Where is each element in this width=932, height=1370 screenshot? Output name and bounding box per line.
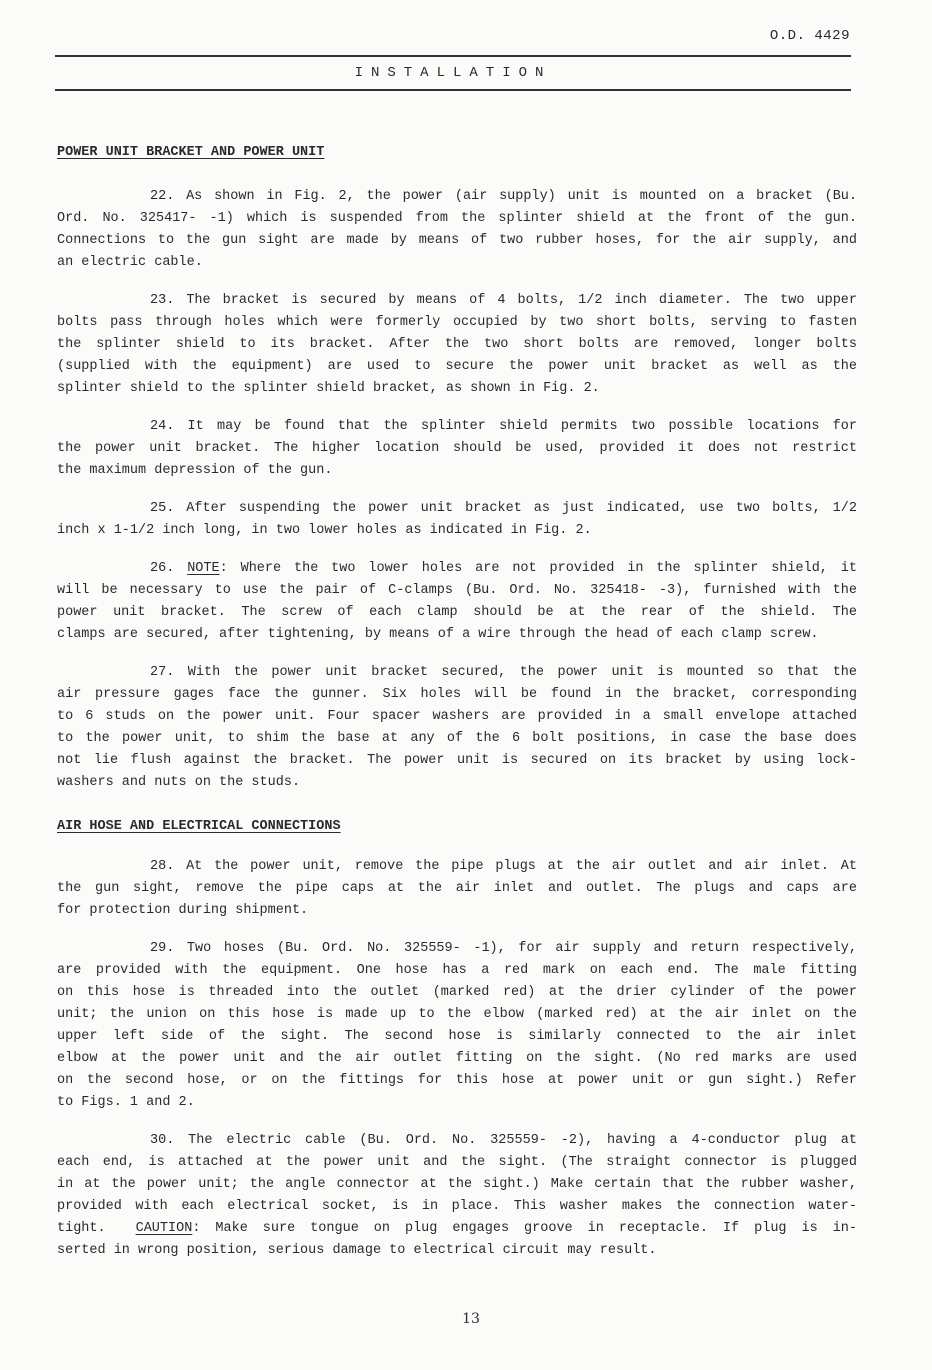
- caution-text: : Make sure tongue on plug engages groove in receptacle. If plug is in-: [192, 1221, 858, 1236]
- text-line: to Figs. 1 and 2.: [57, 1095, 195, 1110]
- text-line: [57, 1218, 857, 1240]
- text-line: provided with each electrical socket, is in place. This washer makes the connection water-: [57, 1199, 857, 1214]
- text-line: 24. It may be found that the splinter shield permits two possible locations for: [150, 419, 857, 434]
- paragraph-number: 26.: [150, 561, 175, 576]
- paragraph-28: [57, 856, 857, 922]
- text-line: to the power unit, to shim the base at any of the 6 bolt positions, in case the base does: [57, 731, 857, 746]
- text-line: serted in wrong position, serious damage to electrical circuit may result.: [57, 1243, 657, 1258]
- text-line: inch x 1-1/2 inch long, in two lower holes as indicated in Fig. 2.: [57, 523, 592, 538]
- paragraph-27: [57, 662, 857, 794]
- text-line: the power unit bracket. The higher location should be used, provided it does not restrict: [57, 441, 857, 456]
- text-line: power unit bracket. The screw of each clamp should be at the rear of the shield. The: [57, 605, 857, 620]
- text-line: on this hose is threaded into the outlet (marked red) at the drier cylinder of the power: [57, 985, 857, 1000]
- text-line: the maximum depression of the gun.: [57, 463, 333, 478]
- text-line: 27. With the power unit bracket secured, the power unit is mounted so that the: [150, 665, 857, 680]
- text-line: 28. At the power unit, remove the pipe plugs at the air outlet and air inlet. At: [150, 859, 857, 874]
- text-line: washers and nuts on the studs.: [57, 775, 301, 790]
- paragraph-24: [57, 416, 857, 482]
- text-line: clamps are secured, after tightening, by means of a wire through the head of each clamp screw.: [57, 627, 819, 642]
- text-line: 29. Two hoses (Bu. Ord. No. 325559- -1), for air supply and return respectively,: [150, 941, 857, 956]
- text-line: the gun sight, remove the pipe caps at the air inlet and outlet. The plugs and caps are: [57, 881, 857, 896]
- text-line: not lie flush against the bracket. The power unit is secured on its bracket by using lock-: [57, 753, 857, 768]
- section-title: INSTALLATION: [354, 65, 552, 81]
- caution-prefix: tight.: [57, 1221, 136, 1236]
- text-line: splinter shield to the splinter shield bracket, as shown in Fig. 2.: [57, 381, 600, 396]
- header-rule-top: [55, 55, 851, 57]
- paragraph-22: [57, 186, 857, 274]
- document-number: O.D. 4429: [769, 28, 850, 44]
- note-label: NOTE: [187, 561, 220, 576]
- text-line: to 6 studs on the power unit. Four spacer washers are provided in a small envelope attached: [57, 709, 857, 724]
- paragraph-30: [57, 1130, 857, 1262]
- section-heading: AIR HOSE AND ELECTRICAL CONNECTIONS: [57, 819, 341, 834]
- text-line: will be necessary to use the pair of C-clamps (Bu. Ord. No. 325418- -3), furnished with the: [57, 583, 857, 598]
- header-rule-bottom: [55, 89, 851, 91]
- text-line: an electric cable.: [57, 255, 203, 270]
- text-line: in at the power unit; the angle connector at the sight.) Make certain that the rubber washer,: [57, 1177, 857, 1192]
- section-heading: POWER UNIT BRACKET AND POWER UNIT: [57, 145, 325, 160]
- text-line: Ord. No. 325417- -1) which is suspended from the splinter shield at the front of the gun.: [57, 211, 857, 226]
- text-line: air pressure gages face the gunner. Six holes will be found in the bracket, corresponding: [57, 687, 857, 702]
- text-line: elbow at the power unit and the air outlet fitting on the sight. (No red marks are used: [57, 1051, 857, 1066]
- paragraph-23: [57, 290, 857, 400]
- text-line: 30. The electric cable (Bu. Ord. No. 325559- -2), having a 4-conductor plug at: [150, 1133, 857, 1148]
- text-line: on the second hose, or on the fittings for this hose at power unit or gun sight.) Refer: [57, 1073, 857, 1088]
- note-text: : Where the two lower holes are not provided in the splinter shield, it: [219, 561, 857, 576]
- text-line: (supplied with the equipment) are used to secure the power unit bracket as well as the: [57, 359, 857, 374]
- text-line: the splinter shield to its bracket. After the two short bolts are removed, longer bolts: [57, 337, 857, 352]
- paragraph-29: [57, 938, 857, 1114]
- document-body: [57, 142, 857, 1262]
- paragraph-26: [57, 558, 857, 646]
- text-line: unit; the union on this hose is made up to the elbow (marked red) at the air inlet on the: [57, 1007, 857, 1022]
- text-line: [57, 558, 857, 580]
- text-line: upper left side of the sight. The second hose is similarly connected to the air inlet: [57, 1029, 857, 1044]
- caution-label: CAUTION: [135, 1221, 193, 1236]
- text-line: are provided with the equipment. One hose has a red mark on each end. The male fitting: [57, 963, 857, 978]
- text-line: 22. As shown in Fig. 2, the power (air supply) unit is mounted on a bracket (Bu.: [150, 189, 857, 204]
- text-line: 23. The bracket is secured by means of 4 bolts, 1/2 inch diameter. The two upper: [150, 293, 857, 308]
- paragraph-25: [57, 498, 857, 542]
- text-line: for protection during shipment.: [57, 903, 309, 918]
- page-number: 13: [462, 1311, 480, 1327]
- text-line: 25. After suspending the power unit bracket as just indicated, use two bolts, 1/2: [150, 501, 857, 516]
- text-line: Connections to the gun sight are made by means of two rubber hoses, for the air supply, and: [57, 233, 857, 248]
- text-line: each end, is attached at the power unit and the sight. (The straight connector is plugged: [57, 1155, 857, 1170]
- text-line: bolts pass through holes which were formerly occupied by two short bolts, serving to fasten: [57, 315, 857, 330]
